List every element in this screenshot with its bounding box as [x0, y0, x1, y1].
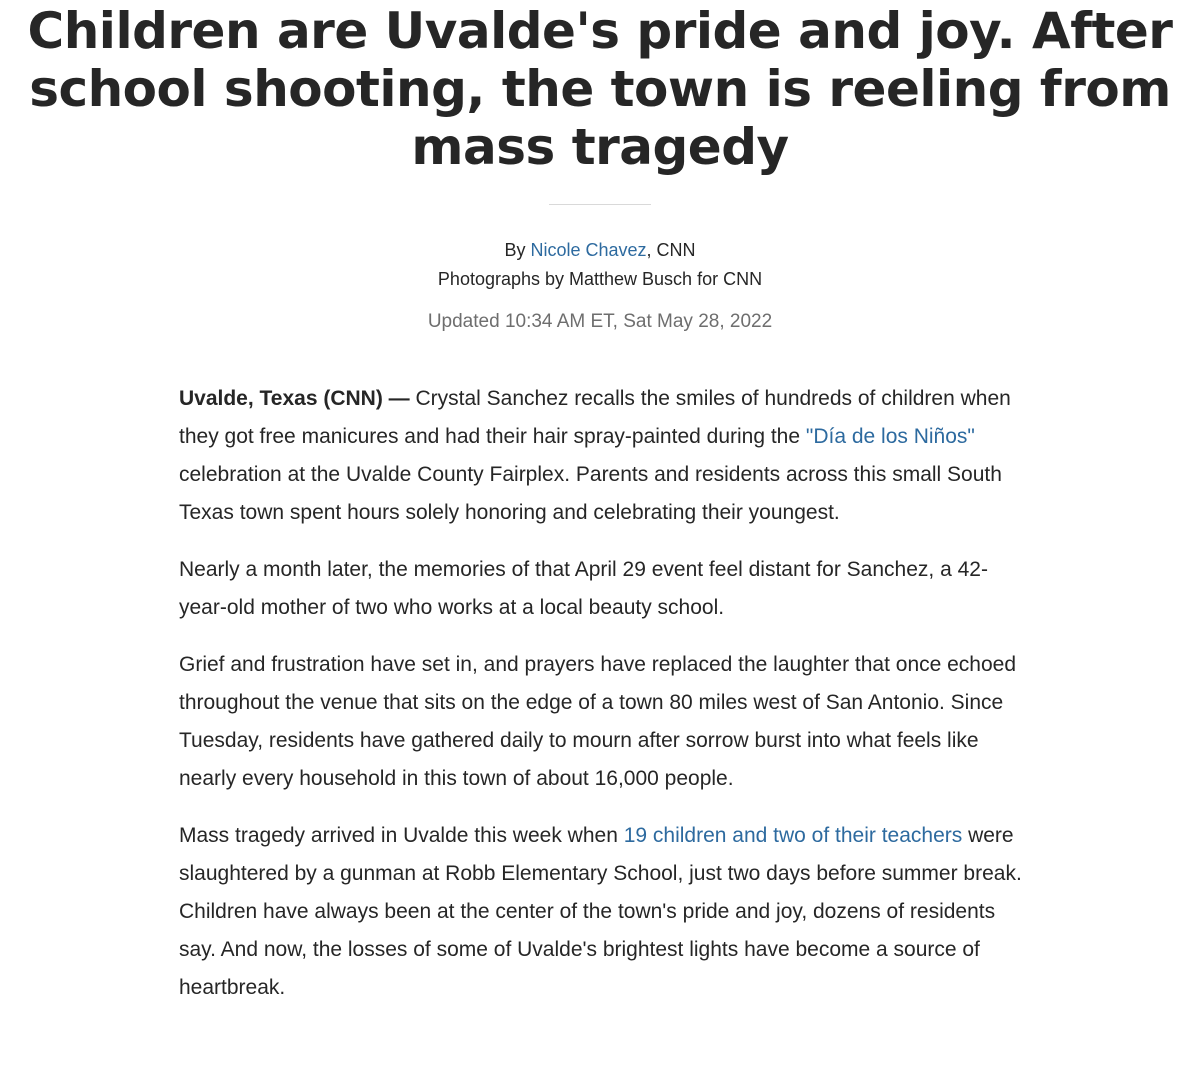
byline: [0, 235, 1200, 265]
paragraph-text: Mass tragedy arrived in Uvalde this week when: [179, 824, 624, 847]
paragraph-text: Crystal Sanchez recalls the smiles of hundreds of children when they got free manicures and had their hair spray-painted during the: [179, 387, 1011, 448]
victims-link[interactable]: 19 children and two of their teachers: [623, 824, 963, 847]
byline-suffix: , CNN: [646, 240, 696, 260]
byline-prefix: By: [504, 240, 531, 260]
article-paragraph-4: [179, 817, 1024, 1007]
photo-credit: Photographs by Matthew Busch for CNN: [437, 269, 763, 289]
article-paragraph-3: Grief and frustration have set in, and prayers have replaced the laughter that once echoed throughout the venue that sits on the edge of a town 80 miles west of San Antonio. Since Tuesday, residents have gathered daily to mourn after sorrow burst into what feels like nearly every household in this town of about 16,000 people.: [179, 653, 1017, 790]
paragraph-text: were slaughtered by a gunman at Robb Elementary School, just two days before summer break. Children have always been at the center of the town's pride and joy, dozens of residents say. And now, the losses of some of Uvalde's brightest lights have become a source of heartbreak.: [179, 824, 1022, 999]
updated-timestamp: Updated 10:34 AM ET, Sat May 28, 2022: [427, 311, 773, 332]
author-link[interactable]: Nicole Chavez: [530, 240, 647, 260]
article-paragraph-1: [179, 380, 1024, 532]
paragraph-text: celebration at the Uvalde County Fairplex. Parents and residents across this small South Texas town spent hours solely honoring and celebrating their youngest.: [179, 463, 1002, 524]
headline-divider: [549, 204, 651, 205]
article-headline: Children are Uvalde's pride and joy. After school shooting, the town is reeling from mass tragedy: [27, 2, 1173, 176]
article-body: [179, 380, 1024, 1026]
article-paragraph-2: Nearly a month later, the memories of that April 29 event feel distant for Sanchez, a 42-year-old mother of two who works at a local beauty school.: [179, 558, 988, 619]
dateline: Uvalde, Texas (CNN) —: [179, 387, 410, 410]
dia-de-los-ninos-link[interactable]: "Día de los Niños": [805, 425, 975, 448]
